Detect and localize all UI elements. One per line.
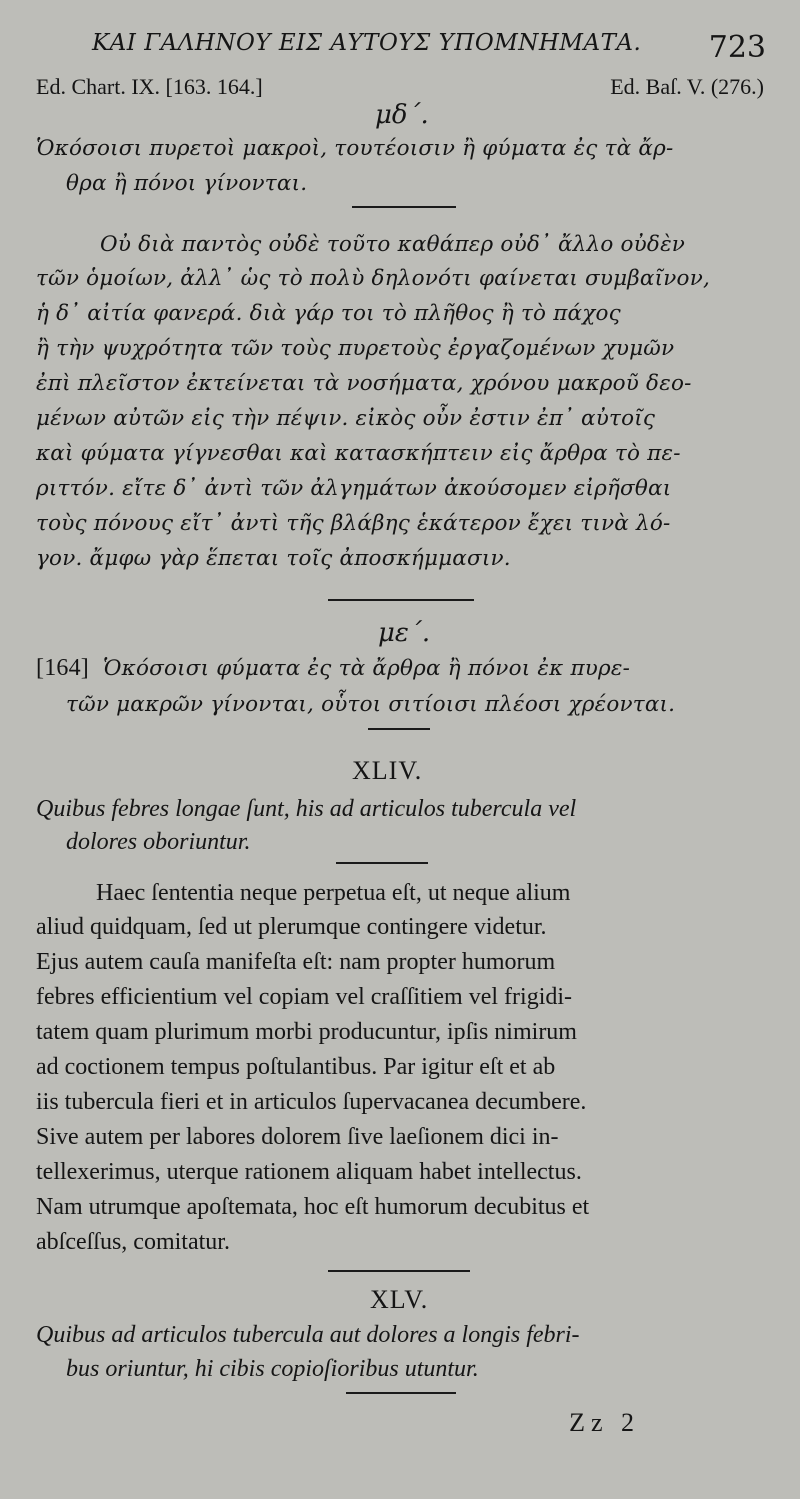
section-divider: [328, 599, 474, 601]
latin-commentary-line: febres efficientium vel copiam vel craſſitiem vel frigidi-: [36, 984, 573, 1010]
latin-commentary-line: iis tubercula fieri et in articulos ſupervacanea decumbere.: [36, 1089, 587, 1115]
greek-commentary-line: ἢ τὴν ψυχρότητα τῶν τοὺς πυρετοὺς ἐργαζομένων χυμῶν: [36, 336, 675, 361]
printer-signature-mark: Zz 2: [569, 1408, 640, 1437]
section-divider: [352, 206, 456, 208]
greek-aphorism-number: μδ΄.: [375, 100, 429, 130]
latin-aphorism-line: Quibus ad articulos tubercula aut dolores a longis febri-: [36, 1322, 580, 1348]
page-reference: [164]: [36, 655, 89, 681]
latin-commentary-line: Ejus autem cauſa manifeſta eſt: nam propter humorum: [36, 949, 556, 975]
greek-commentary-line: καὶ φύματα γίγνεσθαι καὶ κατασκήπτειν εἰς ἄρθρα τὸ πε-: [36, 441, 681, 466]
latin-commentary-line: Haec ſententia neque perpetua eſt, ut neque alium: [96, 880, 571, 906]
section-divider: [346, 1392, 456, 1394]
latin-aphorism-line: dolores oboriuntur.: [66, 829, 251, 855]
latin-commentary-line: tatem quam plurimum morbi producuntur, ipſis nimirum: [36, 1019, 577, 1045]
latin-commentary-line: Sive autem per labores dolorem ſive laeſionem dici in-: [36, 1124, 559, 1150]
edition-reference-right: Ed. Baſ. V. (276.): [610, 74, 764, 99]
section-divider: [368, 728, 430, 730]
greek-commentary-line: ἐπὶ πλεῖστον ἐκτείνεται τὰ νοσήματα, χρόνου μακροῦ δεο-: [36, 371, 692, 396]
greek-aphorism-line: τῶν μακρῶν γίνονται, οὗτοι σιτίοισι πλέοσι χρέονται.: [66, 692, 676, 717]
edition-reference-left: Ed. Chart. IX. [163. 164.]: [36, 74, 263, 99]
greek-aphorism-text: Ὁκόσοισι φύματα ἐς τὰ ἄρθρα ἢ πόνοι ἐκ πυρε-: [102, 656, 631, 681]
latin-commentary-line: aliud quidquam, ſed ut plerumque contingere videtur.: [36, 914, 547, 940]
latin-aphorism-number: XLIV.: [352, 756, 423, 785]
greek-commentary-line: τοὺς πόνους εἴτ᾽ ἀντὶ τῆς βλάβης ἑκάτερον ἔχει τινὰ λό-: [36, 511, 671, 536]
latin-commentary-line: Nam utrumque apoſtemata, hoc eſt humorum decubitus et: [36, 1194, 590, 1220]
greek-commentary-line: ἡ δ᾽ αἰτία φανερά. διὰ γάρ τοι τὸ πλῆθος ἢ τὸ πάχος: [36, 301, 621, 326]
greek-commentary-line: ριττόν. εἴτε δ᾽ ἀντὶ τῶν ἀλγημάτων ἀκούσομεν εἰρῆσθαι: [36, 476, 672, 501]
greek-aphorism-line: Ὁκόσοισι πυρετοὶ μακροὶ, τουτέοισιν ἢ φύματα ἐς τὰ ἄρ-: [36, 136, 674, 161]
page-number: 723: [708, 30, 766, 65]
greek-aphorism-line: [36, 655, 630, 682]
greek-commentary-line: τῶν ὁμοίων, ἀλλ᾽ ὡς τὸ πολὺ δηλονότι φαίνεται συμβαῖνον,: [36, 266, 711, 291]
latin-commentary-line: ad coctionem tempus poſtulantibus. Par igitur eſt et ab: [36, 1054, 556, 1080]
latin-aphorism-line: bus oriuntur, hi cibis copioſioribus utuntur.: [66, 1356, 479, 1382]
section-divider: [328, 1270, 470, 1272]
greek-aphorism-line: θρα ἢ πόνοι γίνονται.: [66, 171, 308, 196]
greek-aphorism-number: με΄.: [378, 618, 431, 648]
greek-commentary-line: Οὐ διὰ παντὸς οὐδὲ τοῦτο καθάπερ οὐδ᾽ ἄλλο οὐδὲν: [100, 232, 686, 257]
latin-aphorism-line: Quibus febres longae ſunt, his ad articulos tubercula vel: [36, 796, 577, 822]
greek-commentary-line: μένων αὐτῶν εἰς τὴν πέψιν. εἰκὸς οὖν ἐστιν ἐπ᾽ αὐτοῖς: [36, 406, 656, 431]
latin-commentary-line: tellexerimus, uterque rationem aliquam habet intellectus.: [36, 1159, 582, 1185]
section-divider: [336, 862, 428, 864]
latin-commentary-line: abſceſſus, comitatur.: [36, 1229, 230, 1255]
latin-aphorism-number: XLV.: [370, 1285, 429, 1314]
running-title: ΚΑΙ ΓΑΛΗΝΟΥ ΕΙΣ ΑΥΤΟΥΣ ΥΠΟΜΝΗΜΑΤΑ.: [92, 30, 642, 56]
greek-commentary-line: γον. ἄμφω γὰρ ἕπεται τοῖς ἀποσκήμμασιν.: [36, 546, 511, 571]
